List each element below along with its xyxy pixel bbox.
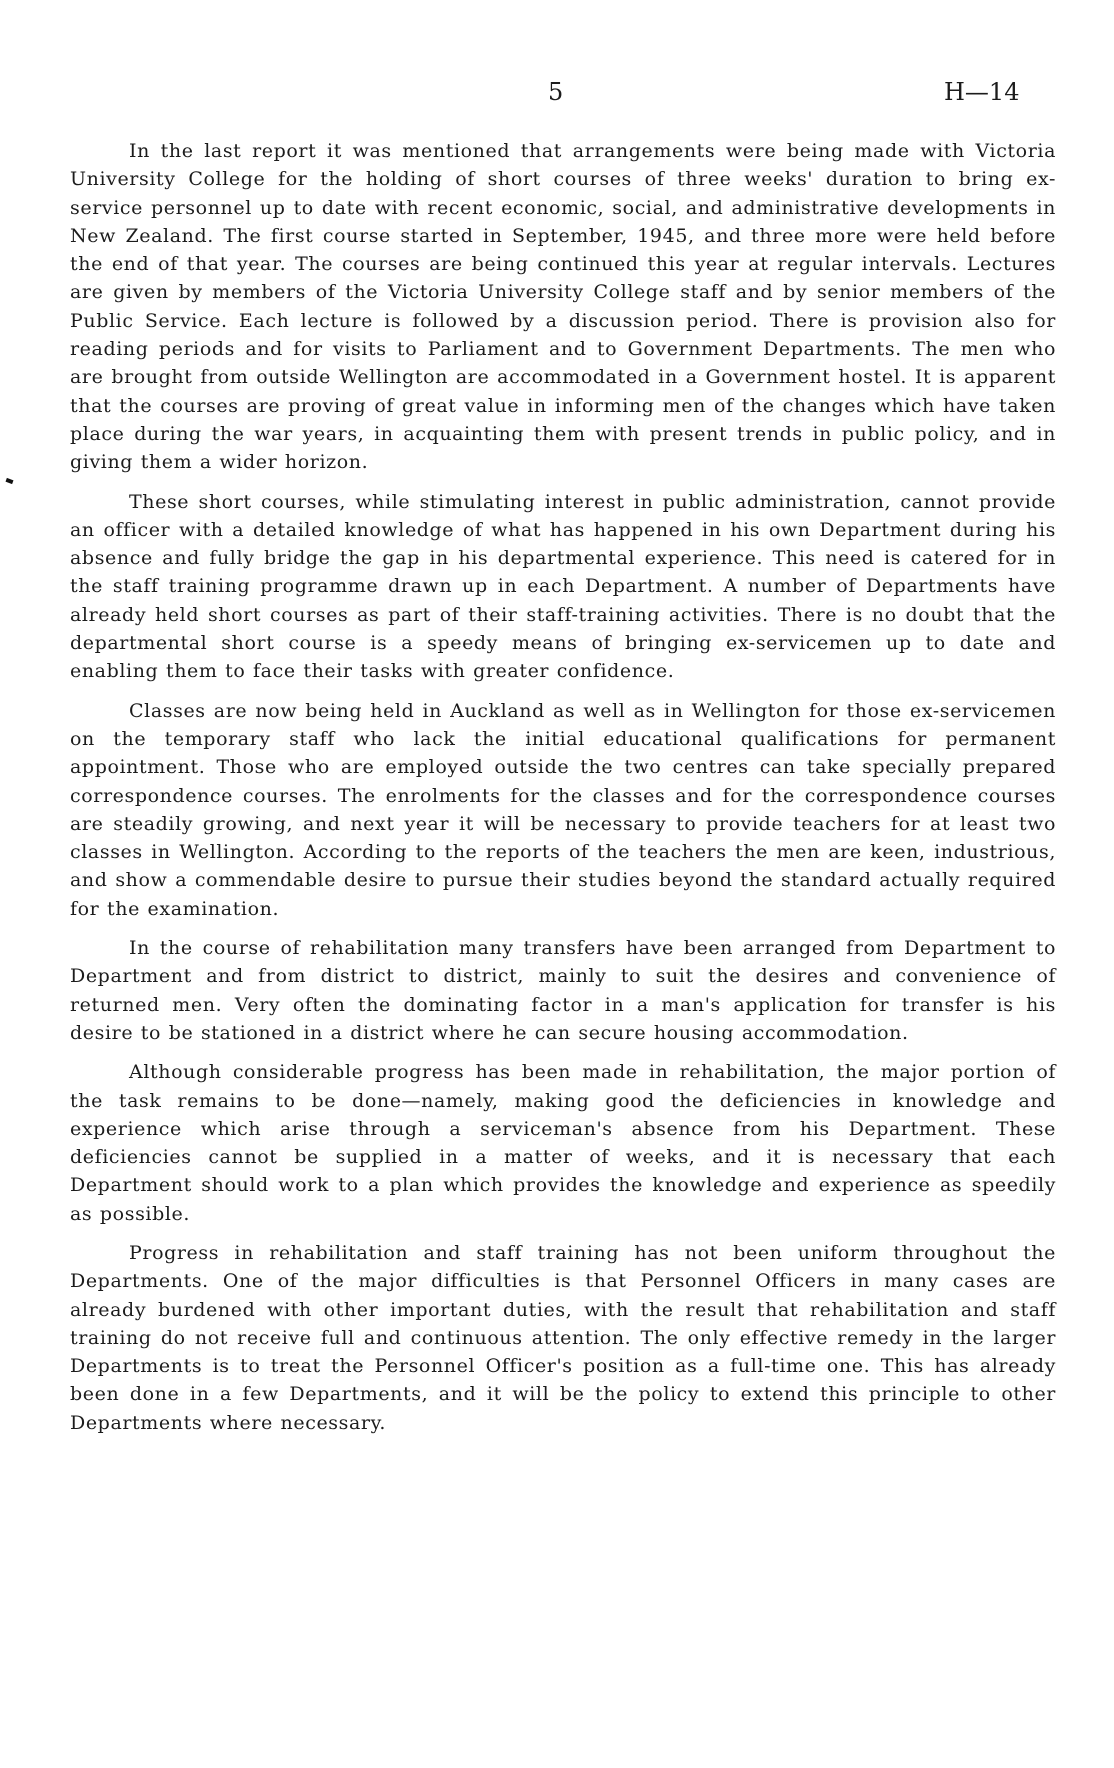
page-reference: H—14 (944, 78, 1020, 106)
body-text (70, 137, 1056, 1448)
paragraph-departmental-training: These short courses, while stimulating interest in public administration, cannot provide an officer with a detailed knowledge of what has happened in his own Department during his absence and fully bridge the gap in his departmental experience. This need is catered for in the staff training programme drawn up in each Department. A number of Departments have already held short courses as part of their staff-training activities. There is no doubt that the departmental short course is a speedy means of bringing ex-servicemen up to date and enabling them to face their tasks with greater confidence. (70, 490, 1056, 683)
paragraph-progress: Although considerable progress has been made in rehabilitation, the major portion of the task remains to be done—namely, making good the deficiencies in knowledge and experience which arise through a serviceman's absence from his Department. These deficiencies cannot be supplied in a matter of weeks, and it is necessary that each Department should work to a plan which provides the knowledge and experience as speedily as possible. (70, 1061, 1056, 1225)
paragraph-classes: Classes are now being held in Auckland as well as in Wellington for those ex-servicemen on the temporary staff who lack the initial educational qualifications for permanent appointment. Those who are employed outside the two centres can take specially prepared correspondence courses. The enrolments for the classes and for the correspondence courses are steadily growing, and next year it will be necessary to provide teachers for at least two classes in Wellington. According to the reports of the teachers the men are keen, industrious, and show a commendable desire to pursue their studies beyond the standard actually required for the examination. (70, 699, 1056, 920)
paragraph-personnel-officers: Progress in rehabilitation and staff training has not been uniform throughout the Departments. One of the major difficulties is that Personnel Officers in many cases are already burdened with other important duties, with the result that rehabilitation and staff training do not receive full and continuous attention. The only effective remedy in the larger Departments is to treat the Personnel Officer's position as a full-time one. This has already been done in a few Departments, and it will be the policy to extend this principle to other Departments where necessary. (70, 1241, 1056, 1434)
paragraph-short-courses: In the last report it was mentioned that arrangements were being made with Victoria University College for the holding of short courses of three weeks' duration to bring ex-service personnel up to date with recent economic, social, and administrative developments in New Zealand. The first course started in September, 1945, and three more were held before the end of that year. The courses are being continued this year at regular intervals. Lectures are given by members of the Victoria University College staff and by senior members of the Public Service. Each lecture is followed by a discussion period. There is provision also for reading periods and for visits to Parliament and to Government Departments. The men who are brought from outside Wellington are accommodated in a Government hostel. It is apparent that the courses are proving of great value in informing men of the changes which have taken place during the war years, in acquainting them with present trends in public policy, and in giving them a wider horizon. (70, 140, 1056, 474)
paragraph-transfers: In the course of rehabilitation many transfers have been arranged from Department to Department and from district to district, mainly to suit the desires and convenience of returned men. Very often the dominating factor in a man's application for transfer is his desire to be stationed in a district where he can secure housing accommodation. (70, 937, 1056, 1044)
page-number: 5 (548, 78, 564, 106)
scan-mark (6, 478, 14, 484)
